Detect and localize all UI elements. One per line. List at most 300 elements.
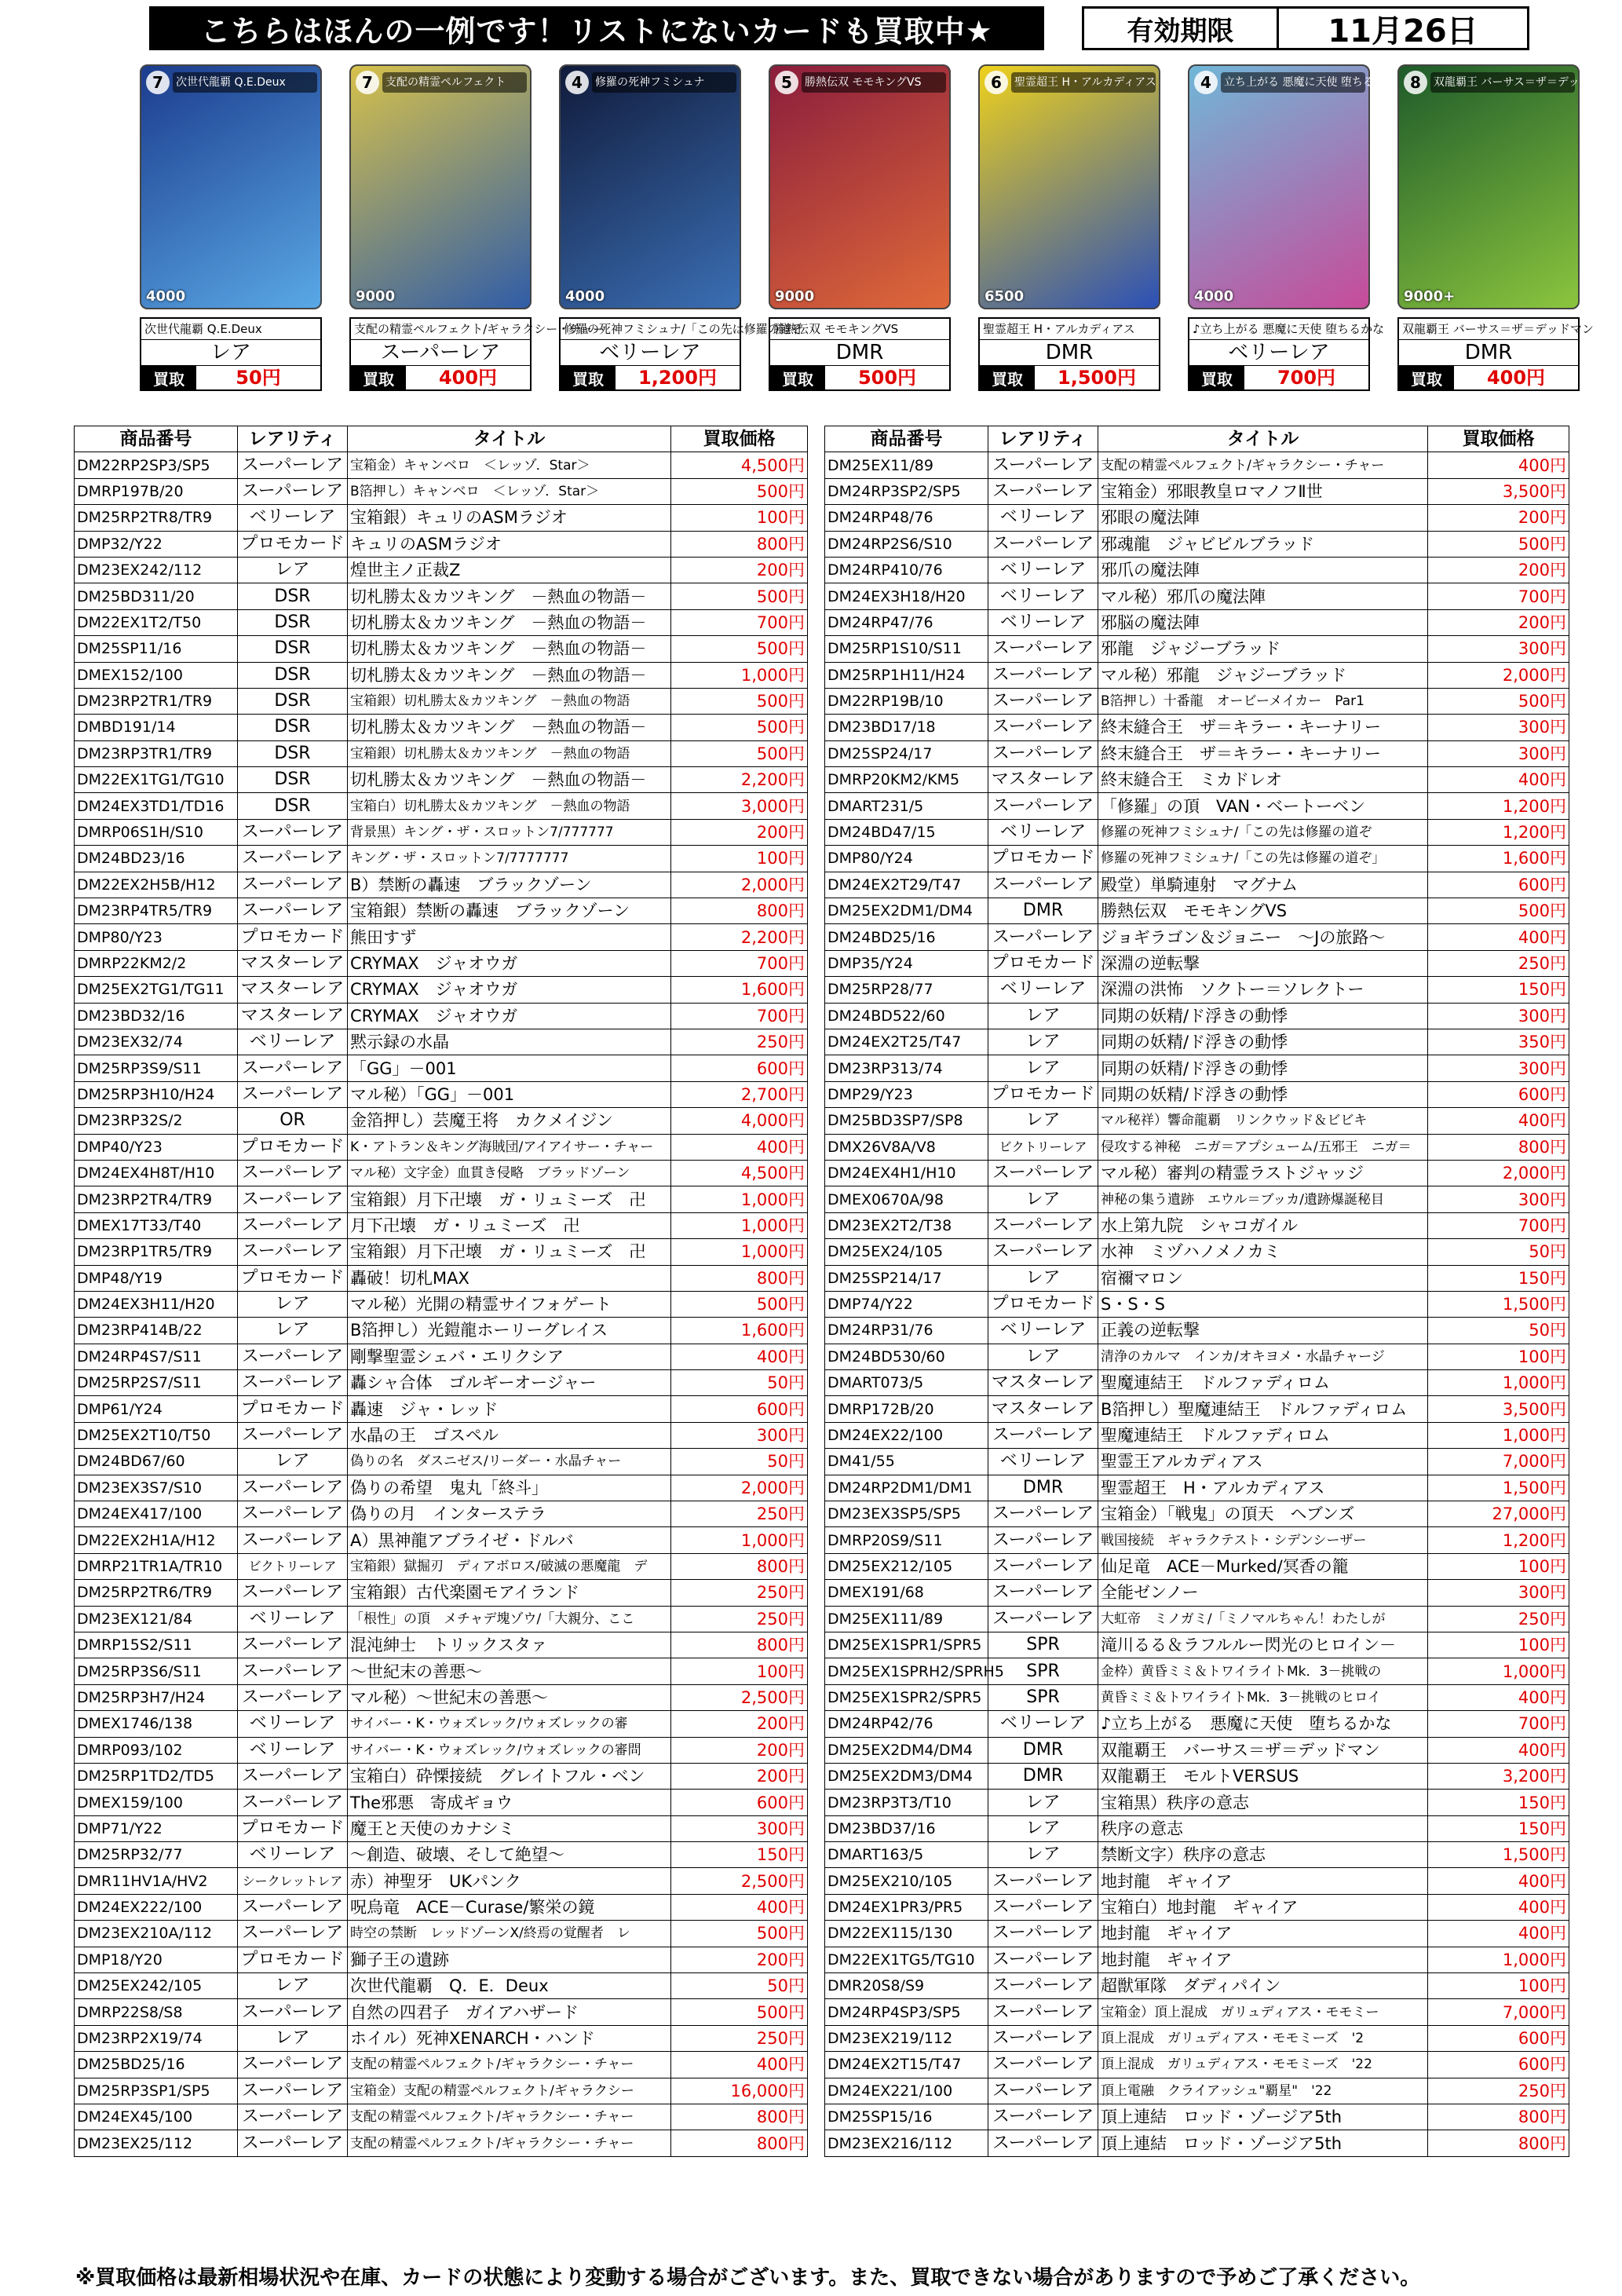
card-title: 邪魂龍 ジャビビルブラッド [1098, 531, 1428, 557]
table-row [75, 531, 808, 557]
buy-price: 1,000円 [671, 1239, 808, 1265]
card-title: 魔王と天使のカナシミ [348, 1815, 671, 1841]
card-title: 聖霊王アルカディアス [1098, 1449, 1428, 1475]
rarity: スーパーレア [238, 2078, 348, 2104]
buy-price: 300円 [1428, 740, 1569, 766]
header-price: 買取価格 [671, 426, 808, 452]
rarity: スーパーレア [238, 1186, 348, 1212]
product-code: DM24BD47/15 [825, 819, 988, 845]
card-info [769, 317, 951, 391]
rarity: SPR [988, 1658, 1098, 1684]
card-title: 月下卍壊 ガ・リュミーズ 卍 [348, 1212, 671, 1238]
card-art-name: 支配の精霊ペルフェクト [382, 72, 527, 93]
card-title: 戦国接続 ギャラクテスト・シデンシーザー [1098, 1527, 1428, 1553]
product-code: DM25EX2DM4/DM4 [825, 1737, 988, 1763]
card-art-name: 聖霊超王 H・アルカディアス [1011, 72, 1156, 93]
product-code: DMP29/Y23 [825, 1081, 988, 1107]
buy-price: 1,000円 [1428, 1422, 1569, 1448]
rarity: スーパーレア [238, 1527, 348, 1553]
card-title: K・アトラン＆キング海賊団/アイアイサー・チャー [348, 1134, 671, 1160]
product-code: DM25RP2TR6/TR9 [75, 1580, 238, 1606]
table-row [75, 2130, 808, 2156]
product-code: DM25EX1SPR2/SPR5 [825, 1684, 988, 1710]
buy-label: 買取 [561, 366, 616, 389]
table-row [75, 1318, 808, 1344]
rarity: スーパーレア [988, 1868, 1098, 1894]
buy-price: 1,200円 [1428, 793, 1569, 819]
card-name: 聖霊超王 H・アルカディアス [980, 319, 1159, 340]
table-row [825, 1947, 1569, 1972]
buy-price: 150円 [671, 1842, 808, 1868]
product-code: DMRP20S9/S11 [825, 1527, 988, 1553]
buy-price: 4,500円 [671, 452, 808, 478]
product-code: DM24RP4SP3/SP5 [825, 1999, 988, 2025]
buy-price: 500円 [671, 1921, 808, 1947]
buy-price: 16,000円 [671, 2078, 808, 2104]
rarity: DSR [238, 609, 348, 635]
product-code: DMX26V8A/V8 [825, 1134, 988, 1160]
card-price: 500円 [857, 367, 917, 389]
validity-date: 11月26日 [1328, 13, 1478, 49]
rarity: スーパーレア [988, 1160, 1098, 1186]
product-code: DM24RP2DM1/DM1 [825, 1475, 988, 1501]
buy-price: 50円 [671, 1370, 808, 1396]
card-art-name: 勝熱伝双 モモキングVS [802, 72, 946, 93]
rarity: ベリーレア [238, 1029, 348, 1055]
card-art-name: 修羅の死神フミシュナ [592, 72, 736, 93]
product-code: DM23EX25/112 [75, 2130, 238, 2156]
card-info [559, 317, 803, 391]
buy-price: 400円 [671, 1134, 808, 1160]
card-title: 頂上混成 ガリュディアス・モモミーズ '2 [1098, 2025, 1428, 2051]
rarity: スーパーレア [988, 1422, 1098, 1448]
table-row [75, 1658, 808, 1684]
buy-price: 1,000円 [1428, 1947, 1569, 1972]
table-row [75, 1553, 808, 1579]
buy-price: 1,200円 [1428, 1527, 1569, 1553]
table-row [75, 1396, 808, 1422]
buy-price: 3,500円 [1428, 1396, 1569, 1422]
table-row [75, 898, 808, 924]
buy-price: 27,000円 [1428, 1501, 1569, 1527]
card-title: 時空の禁断 レッドゾーンX/終焉の覚醒者 レ [348, 1921, 671, 1947]
buy-label: 買取 [141, 366, 196, 389]
buy-price: 600円 [1428, 2052, 1569, 2078]
featured-card [140, 64, 322, 391]
card-title: 深淵の逆転撃 [1098, 950, 1428, 976]
buy-price: 7,000円 [1428, 1999, 1569, 2025]
table-row [75, 767, 808, 793]
rarity: ベリーレア [238, 505, 348, 531]
card-title: 修羅の死神フミシュナ/「この先は修羅の道ぞ [1098, 819, 1428, 845]
product-code: DM25RP2S7/S11 [75, 1370, 238, 1396]
card-cost: 4 [565, 71, 589, 94]
table-row [75, 1711, 808, 1737]
buy-price: 1,000円 [671, 662, 808, 688]
product-code: DMART163/5 [825, 1842, 988, 1868]
buy-price: 1,000円 [671, 1527, 808, 1553]
buy-price: 200円 [671, 1737, 808, 1763]
buy-price: 300円 [671, 1422, 808, 1448]
product-code: DM22EX2H5B/H12 [75, 872, 238, 898]
table-row [825, 557, 1569, 583]
product-code: DMEX191/68 [825, 1580, 988, 1606]
rarity: スーパーレア [988, 688, 1098, 714]
table-row [825, 898, 1569, 924]
buy-price: 800円 [671, 1632, 808, 1658]
product-code: DM25EX212/105 [825, 1553, 988, 1579]
rarity: スーパーレア [988, 740, 1098, 766]
card-title: マル秘）光開の精霊サイフォゲート [348, 1291, 671, 1317]
buy-price: 600円 [671, 1055, 808, 1081]
rarity: スーパーレア [988, 2104, 1098, 2130]
product-code: DM24EX2T25/T47 [825, 1029, 988, 1055]
card-title: 宝箱黒）秩序の意志 [1098, 1790, 1428, 1815]
product-code: DMP61/Y24 [75, 1396, 238, 1422]
card-title: 水上第九院 シャコガイル [1098, 1212, 1428, 1238]
buy-price: 1,600円 [1428, 846, 1569, 872]
card-title: 邪眼の魔法陣 [1098, 505, 1428, 531]
rarity: スーパーレア [238, 2104, 348, 2130]
card-title: 聖霊超王 H・アルカディアス [1098, 1475, 1428, 1501]
buy-price: 500円 [1428, 898, 1569, 924]
product-code: DM23EX3S7/S10 [75, 1475, 238, 1501]
product-code: DM25BD3SP7/SP8 [825, 1108, 988, 1134]
table-row [825, 1868, 1569, 1894]
header-title: タイトル [1098, 426, 1428, 452]
product-code: DM24EX221/100 [825, 2078, 988, 2104]
card-title: 仙足竜 ACE－Murked/冥香の籠 [1098, 1553, 1428, 1579]
buy-price: 300円 [1428, 636, 1569, 662]
rarity: スーパーレア [238, 872, 348, 898]
card-title: 切札勝太＆カツキング －熱血の物語－ [348, 636, 671, 662]
card-power: 4000 [1194, 288, 1234, 305]
card-title: 侵攻する神秘 ニガ＝アプシューム/五邪王 ニガ＝ [1098, 1134, 1428, 1160]
table-row [825, 636, 1569, 662]
rarity: レア [988, 1344, 1098, 1369]
card-title: ホイル）死神XENARCH・ハンド [348, 2025, 671, 2051]
card-title: B箔押し）キャンベロ ＜レッゾ．Star＞ [348, 478, 671, 504]
buy-price: 700円 [671, 609, 808, 635]
table-row [75, 977, 808, 1003]
card-title: 同期の妖精/ド浮きの動悸 [1098, 1029, 1428, 1055]
product-code: DM24RP48/76 [825, 505, 988, 531]
buy-price: 300円 [1428, 1003, 1569, 1029]
buy-price: 100円 [671, 1658, 808, 1684]
rarity: スーパーレア [238, 1501, 348, 1527]
card-title: 邪爪の魔法陣 [1098, 557, 1428, 583]
table-row [825, 1842, 1569, 1868]
product-code: DM25EX1SPRH2/SPRH5 [825, 1658, 988, 1684]
table-row [825, 1396, 1569, 1422]
product-code: DMRP21TR1A/TR10 [75, 1553, 238, 1579]
product-code: DMP80/Y23 [75, 924, 238, 950]
table-row [75, 452, 808, 478]
table-row [75, 1632, 808, 1658]
product-code: DM25EX210/105 [825, 1868, 988, 1894]
rarity: ベリーレア [238, 1606, 348, 1632]
card-title: 双龍覇王 バーサス＝ザ＝デッドマン [1098, 1737, 1428, 1763]
product-code: DM25EX2DM3/DM4 [825, 1763, 988, 1789]
card-title: 支配の精霊ペルフェクト/ギャラクシー・チャー [1098, 452, 1428, 478]
table-row [825, 1422, 1569, 1448]
card-title: 清浄のカルマ インカ/オキヨメ・水晶チャージ [1098, 1344, 1428, 1369]
product-code: DM23EX32/74 [75, 1029, 238, 1055]
buy-price: 2,000円 [1428, 1160, 1569, 1186]
card-title: 切札勝太＆カツキング －熱血の物語－ [348, 767, 671, 793]
rarity: スーパーレア [988, 636, 1098, 662]
card-title: マル秘）～世紀末の善悪～ [348, 1684, 671, 1710]
rarity: プロモカード [238, 1265, 348, 1291]
card-title: 終末縫合王 ザ＝キラー・キーナリー [1098, 740, 1428, 766]
card-title: サイバー・K・ウォズレック/ウォズレックの審問 [348, 1737, 671, 1763]
card-rarity: DMR [980, 340, 1159, 366]
card-price: 400円 [438, 367, 498, 389]
table-row [75, 1737, 808, 1763]
product-code: DM22RP2SP3/SP5 [75, 452, 238, 478]
card-price: 1,200円 [638, 367, 717, 389]
rarity: ベリーレア [238, 1737, 348, 1763]
card-title: ～世紀末の善悪～ [348, 1658, 671, 1684]
product-code: DM24EX4H8T/H10 [75, 1160, 238, 1186]
footer-note: ※買取価格は最新相場状況や在庫、カードの状態により変動する場合がございます。また、買取できない場合がありますので予めご了承ください。 [75, 2266, 1421, 2290]
table-row [825, 609, 1569, 635]
rarity: スーパーレア [238, 1239, 348, 1265]
card-title: 支配の精霊ペルフェクト/ギャラクシー・チャー [348, 2130, 671, 2156]
product-code: DMP40/Y23 [75, 1134, 238, 1160]
rarity: スーパーレア [988, 1501, 1098, 1527]
buy-price: 350円 [1428, 1029, 1569, 1055]
rarity: マスターレア [988, 767, 1098, 793]
buy-price: 1,500円 [1428, 1291, 1569, 1317]
buy-price: 50円 [1428, 1318, 1569, 1344]
product-code: DMEX1746/138 [75, 1711, 238, 1737]
card-title: 宝箱金）「戦鬼」の頂天 ヘブンズ [1098, 1501, 1428, 1527]
table-row [75, 2025, 808, 2051]
card-title: マル秘）審判の精霊ラストジャッジ [1098, 1160, 1428, 1186]
card-title: 水神 ミヅハノメノカミ [1098, 1239, 1428, 1265]
table-row [825, 1081, 1569, 1107]
product-code: DMRP15S2/S11 [75, 1632, 238, 1658]
buy-price: 800円 [1428, 1134, 1569, 1160]
product-code: DM23EX210A/112 [75, 1921, 238, 1947]
table-row [75, 1790, 808, 1815]
rarity: ベリーレア [988, 1711, 1098, 1737]
buy-price: 2,700円 [671, 1081, 808, 1107]
buy-price: 800円 [1428, 2104, 1569, 2130]
card-title: 宝箱白）地封龍 ギャイア [1098, 1894, 1428, 1920]
product-code: DM24RP2S6/S10 [825, 531, 988, 557]
product-code: DMRP22S8/S8 [75, 1999, 238, 2025]
product-code: DM24RP4S7/S11 [75, 1344, 238, 1369]
card-title: 頂上連結 ロッド・ゾージア5th [1098, 2130, 1428, 2156]
table-row [825, 1449, 1569, 1475]
rarity: スーパーレア [238, 1370, 348, 1396]
buy-price: 150円 [1428, 1790, 1569, 1815]
rarity: スーパーレア [988, 2052, 1098, 2078]
card-artwork [349, 64, 532, 309]
product-code: DM25SP214/17 [825, 1265, 988, 1291]
product-code: DM25RP2TR8/TR9 [75, 505, 238, 531]
featured-card [769, 64, 951, 391]
rarity: マスターレア [238, 1003, 348, 1029]
buy-price: 1,000円 [1428, 1370, 1569, 1396]
table-row [825, 1160, 1569, 1186]
table-row [825, 1265, 1569, 1291]
card-title: 同期の妖精/ド浮きの動悸 [1098, 1055, 1428, 1081]
buy-price: 800円 [671, 2104, 808, 2130]
rarity: ベリーレア [988, 583, 1098, 609]
card-artwork [559, 64, 741, 309]
buy-label: 買取 [770, 366, 825, 389]
rarity: スーパーレア [988, 1580, 1098, 1606]
buy-price: 3,000円 [671, 793, 808, 819]
buy-price: 2,200円 [671, 767, 808, 793]
table-row [75, 950, 808, 976]
card-title: 切札勝太＆カツキング －熱血の物語－ [348, 715, 671, 740]
buy-price: 4,500円 [671, 1160, 808, 1186]
featured-cards [140, 64, 1613, 404]
table-row [75, 740, 808, 766]
card-cost: 5 [775, 71, 798, 94]
buy-price: 50円 [671, 1449, 808, 1475]
buy-price: 50円 [671, 1973, 808, 1999]
card-title: 支配の精霊ペルフェクト/ギャラクシー・チャー [348, 2052, 671, 2078]
product-code: DM25EX11/89 [825, 452, 988, 478]
table-row [825, 2078, 1569, 2104]
card-artwork [1397, 64, 1613, 309]
card-cost: 6 [985, 71, 1008, 94]
card-title: 金箔押し）芸魔王将 カクメイジン [348, 1108, 671, 1134]
table-row [75, 1108, 808, 1134]
table-row [75, 1134, 808, 1160]
card-title: 轟破！切札MAX [348, 1265, 671, 1291]
card-title: 剛撃聖霊シェバ・エリクシア [348, 1344, 671, 1369]
card-price-row [980, 366, 1159, 389]
product-code: DM23EX121/84 [75, 1606, 238, 1632]
rarity: DSR [238, 583, 348, 609]
product-code: DM24EX45/100 [75, 2104, 238, 2130]
product-code: DM24BD23/16 [75, 846, 238, 872]
card-title: 黙示録の水晶 [348, 1029, 671, 1055]
card-title: B箔押し）光鎧龍ホーリーグレイス [348, 1318, 671, 1344]
product-code: DM24EX222/100 [75, 1894, 238, 1920]
table-row [825, 2104, 1569, 2130]
table-row [75, 557, 808, 583]
table-row [825, 1815, 1569, 1841]
table-row [75, 1291, 808, 1317]
buy-price: 800円 [671, 531, 808, 557]
buy-price: 400円 [671, 2052, 808, 2078]
table-row [825, 1711, 1569, 1737]
rarity: プロモカード [988, 1291, 1098, 1317]
card-title: 聖魔連結王 ドルファディロム [1098, 1422, 1428, 1448]
table-row [75, 636, 808, 662]
card-power: 4000 [565, 288, 605, 305]
card-title: 「根性」の頂 メチャデ塊ゾウ/「大親分、ここ [348, 1606, 671, 1632]
buy-label: 買取 [351, 366, 406, 389]
rarity: スーパーレア [988, 662, 1098, 688]
buy-price: 200円 [671, 557, 808, 583]
card-rarity: DMR [770, 340, 949, 366]
product-code: DM25RP3S6/S11 [75, 1658, 238, 1684]
rarity: レア [238, 1318, 348, 1344]
product-code: DMP80/Y24 [825, 846, 988, 872]
buy-price: 200円 [671, 1763, 808, 1789]
buy-price: 500円 [671, 478, 808, 504]
rarity: スーパーレア [988, 872, 1098, 898]
card-price-row [1399, 366, 1578, 389]
buy-price: 7,000円 [1428, 1449, 1569, 1475]
buy-price: 1,000円 [1428, 1658, 1569, 1684]
rarity: OR [238, 1108, 348, 1134]
card-info [1397, 317, 1594, 391]
card-title: The邪悪 寄成ギョウ [348, 1790, 671, 1815]
rarity: スーパーレア [238, 1055, 348, 1081]
rarity: スーパーレア [988, 1973, 1098, 1999]
card-title: 殿堂）単騎連射 マグナム [1098, 872, 1428, 898]
rarity: スーパーレア [988, 1606, 1098, 1632]
buy-price: 250円 [671, 1606, 808, 1632]
table-row [825, 478, 1569, 504]
rarity: スーパーレア [238, 1212, 348, 1238]
table-row [75, 505, 808, 531]
card-title: 宝箱金）キャンベロ ＜レッゾ．Star＞ [348, 452, 671, 478]
table-row [825, 1291, 1569, 1317]
buy-label: 買取 [980, 366, 1035, 389]
table-row [75, 1580, 808, 1606]
card-rarity: DMR [1399, 340, 1578, 366]
product-code: DM23EX242/112 [75, 557, 238, 583]
rarity: スーパーレア [238, 1894, 348, 1920]
rarity: スーパーレア [988, 2130, 1098, 2156]
product-code: DMP35/Y24 [825, 950, 988, 976]
table-row [825, 1108, 1569, 1134]
table-row [75, 1501, 808, 1527]
product-code: DM25SP11/16 [75, 636, 238, 662]
buy-price: 800円 [671, 898, 808, 924]
table-row [825, 767, 1569, 793]
rarity: スーパーレア [238, 1921, 348, 1947]
rarity: プロモカード [238, 1134, 348, 1160]
table-row [75, 2052, 808, 2078]
table-row [825, 1029, 1569, 1055]
card-info [978, 317, 1160, 391]
buy-price: 250円 [1428, 1606, 1569, 1632]
product-code: DM22EX115/130 [825, 1921, 988, 1947]
buy-price: 250円 [671, 1029, 808, 1055]
rarity: スーパーレア [988, 715, 1098, 740]
card-title: 煌世主ノ正裁Z [348, 557, 671, 583]
product-code: DM24EX1PR3/PR5 [825, 1894, 988, 1920]
card-title: 聖魔連結王 ドルファディロム [1098, 1370, 1428, 1396]
buy-price: 100円 [1428, 1553, 1569, 1579]
table-row [825, 2025, 1569, 2051]
card-title: 切札勝太＆カツキング －熱血の物語－ [348, 662, 671, 688]
rarity: スーパーレア [238, 1790, 348, 1815]
card-title: CRYMAX ジャオウガ [348, 977, 671, 1003]
rarity: ベリーレア [988, 505, 1098, 531]
buy-price: 800円 [671, 2130, 808, 2156]
card-title: 修羅の死神フミシュナ/「この先は修羅の道ぞ」 [1098, 846, 1428, 872]
table-row [75, 1921, 808, 1947]
buy-price: 200円 [671, 1711, 808, 1737]
card-title: 全能ゼンノー [1098, 1580, 1428, 1606]
table-row [825, 1186, 1569, 1212]
buy-price: 500円 [671, 740, 808, 766]
rarity: スーパーレア [988, 478, 1098, 504]
buy-price: 250円 [671, 1501, 808, 1527]
